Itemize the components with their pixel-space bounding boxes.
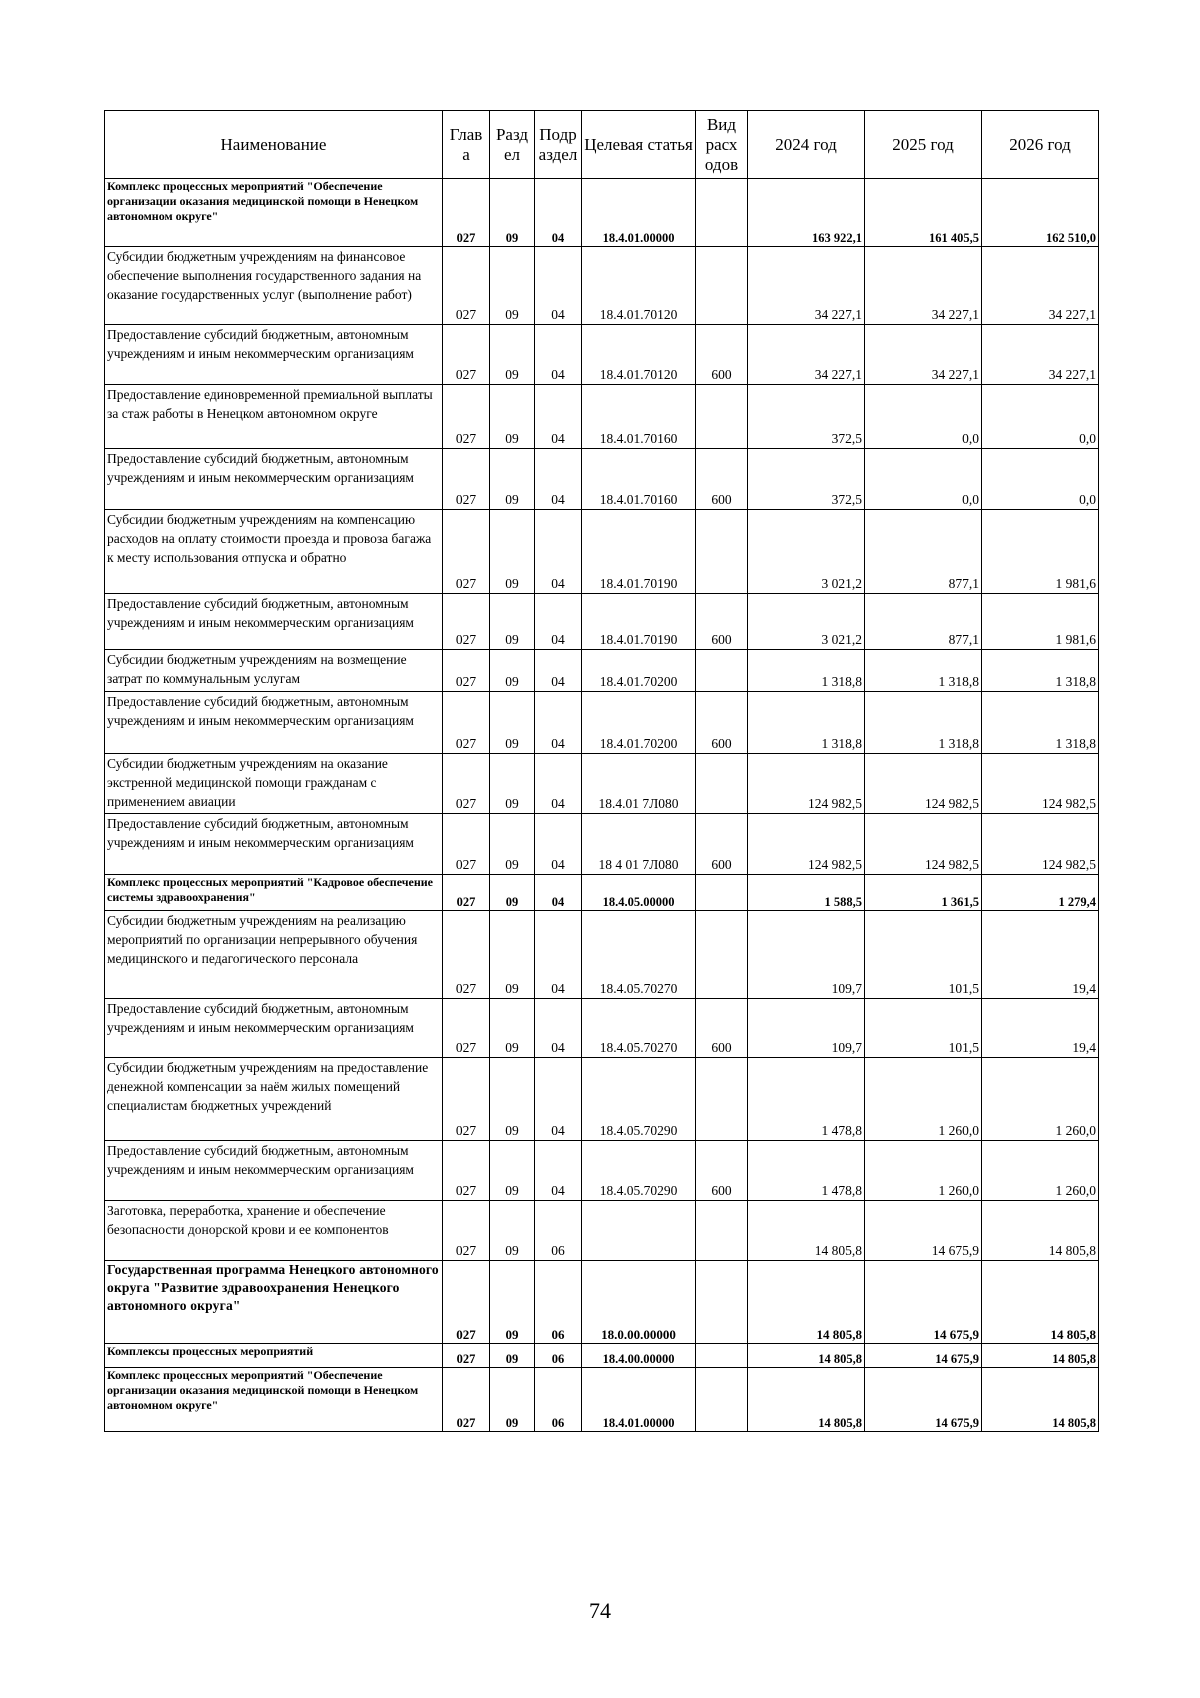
- cell-chapter: 027: [443, 1344, 490, 1368]
- cell-value-2026: 1 260,0: [982, 1141, 1099, 1201]
- cell-value-2024: 14 805,8: [748, 1344, 865, 1368]
- cell-name: Комплекс процессных мероприятий "Обеспечение организации оказания медицинской помощи в Ненецком автономном округе": [105, 179, 443, 247]
- cell-value-2025: 877,1: [865, 510, 982, 594]
- header-target-article: Целевая статья: [582, 111, 696, 179]
- cell-value-2024: 1 588,5: [748, 875, 865, 911]
- cell-name: Субсидии бюджетным учреждениям на финансовое обеспечение выполнения государственного задания на оказание государственных услуг (выполнение работ): [105, 247, 443, 325]
- cell-value-2026: 1 318,8: [982, 692, 1099, 754]
- table-row: [105, 875, 1099, 911]
- cell-subsection: 04: [535, 1141, 582, 1201]
- cell-chapter: 027: [443, 247, 490, 325]
- cell-name: Предоставление субсидий бюджетным, автономным учреждениям и иным некоммерческим организациям: [105, 692, 443, 754]
- cell-section: 09: [490, 1201, 535, 1261]
- cell-value-2024: 14 805,8: [748, 1368, 865, 1432]
- cell-value-2025: 14 675,9: [865, 1201, 982, 1261]
- cell-value-2026: 34 227,1: [982, 325, 1099, 385]
- cell-section: 09: [490, 1141, 535, 1201]
- cell-name: Предоставление субсидий бюджетным, автономным учреждениям и иным некоммерческим организациям: [105, 814, 443, 875]
- cell-value-2026: 1 981,6: [982, 510, 1099, 594]
- table-row: [105, 650, 1099, 692]
- cell-value-2026: 19,4: [982, 999, 1099, 1058]
- cell-value-2024: 3 021,2: [748, 594, 865, 650]
- cell-subsection: 04: [535, 247, 582, 325]
- cell-chapter: 027: [443, 1201, 490, 1261]
- cell-value-2024: 372,5: [748, 449, 865, 510]
- cell-chapter: 027: [443, 385, 490, 449]
- cell-subsection: 06: [535, 1368, 582, 1432]
- cell-name: Предоставление субсидий бюджетным, автономным учреждениям и иным некоммерческим организациям: [105, 1141, 443, 1201]
- table-row: [105, 1261, 1099, 1344]
- table-row: [105, 692, 1099, 754]
- cell-subsection: 04: [535, 385, 582, 449]
- cell-subsection: 06: [535, 1344, 582, 1368]
- cell-value-2025: 101,5: [865, 999, 982, 1058]
- cell-section: 09: [490, 594, 535, 650]
- table-row: [105, 1344, 1099, 1368]
- cell-section: 09: [490, 1368, 535, 1432]
- cell-target-article: 18.4.05.70290: [582, 1058, 696, 1141]
- cell-value-2025: 0,0: [865, 449, 982, 510]
- cell-section: 09: [490, 1261, 535, 1344]
- cell-section: 09: [490, 650, 535, 692]
- cell-value-2025: 14 675,9: [865, 1368, 982, 1432]
- cell-section: 09: [490, 911, 535, 999]
- cell-chapter: 027: [443, 814, 490, 875]
- cell-value-2025: 34 227,1: [865, 247, 982, 325]
- cell-target-article: 18.4.01.70200: [582, 692, 696, 754]
- table-body: [105, 179, 1099, 1432]
- cell-section: 09: [490, 1344, 535, 1368]
- cell-value-2025: 101,5: [865, 911, 982, 999]
- cell-name: Предоставление субсидий бюджетным, автономным учреждениям и иным некоммерческим организациям: [105, 999, 443, 1058]
- cell-subsection: 04: [535, 1058, 582, 1141]
- cell-expense-type: [696, 385, 748, 449]
- cell-value-2024: 124 982,5: [748, 754, 865, 814]
- cell-expense-type: 600: [696, 325, 748, 385]
- cell-section: 09: [490, 449, 535, 510]
- cell-chapter: 027: [443, 650, 490, 692]
- header-subsection: Подр аздел: [535, 111, 582, 179]
- cell-name: Субсидии бюджетным учреждениям на компенсацию расходов на оплату стоимости проезда и провоза багажа к месту использования отпуска и обратно: [105, 510, 443, 594]
- cell-value-2024: 109,7: [748, 911, 865, 999]
- cell-name: Комплекс процессных мероприятий "Обеспечение организации оказания медицинской помощи в Ненецком автономном округе": [105, 1368, 443, 1432]
- cell-expense-type: [696, 1058, 748, 1141]
- cell-value-2026: 1 260,0: [982, 1058, 1099, 1141]
- cell-value-2025: 124 982,5: [865, 814, 982, 875]
- cell-section: 09: [490, 814, 535, 875]
- table-row: [105, 814, 1099, 875]
- cell-chapter: 027: [443, 754, 490, 814]
- cell-name: Государственная программа Ненецкого автономного округа "Развитие здравоохранения Ненецкого автономного округа": [105, 1261, 443, 1344]
- cell-subsection: 04: [535, 179, 582, 247]
- cell-expense-type: [696, 1201, 748, 1261]
- cell-target-article: 18.4.01 7Л080: [582, 754, 696, 814]
- cell-name: Комплекс процессных мероприятий "Кадровое обеспечение системы здравоохранения": [105, 875, 443, 911]
- cell-target-article: 18.4.05.70270: [582, 999, 696, 1058]
- cell-expense-type: [696, 179, 748, 247]
- cell-subsection: 04: [535, 510, 582, 594]
- cell-target-article: 18.4.01.70160: [582, 385, 696, 449]
- cell-value-2024: 1 478,8: [748, 1141, 865, 1201]
- cell-chapter: 027: [443, 911, 490, 999]
- cell-value-2024: 109,7: [748, 999, 865, 1058]
- cell-target-article: 18 4 01 7Л080: [582, 814, 696, 875]
- cell-target-article: 18.4.01.70200: [582, 650, 696, 692]
- cell-name: Комплексы процессных мероприятий: [105, 1344, 443, 1368]
- cell-value-2026: 34 227,1: [982, 247, 1099, 325]
- cell-value-2024: 34 227,1: [748, 325, 865, 385]
- cell-target-article: 18.4.00.00000: [582, 1344, 696, 1368]
- cell-target-article: 18.0.00.00000: [582, 1261, 696, 1344]
- cell-value-2025: 1 318,8: [865, 650, 982, 692]
- cell-value-2026: 14 805,8: [982, 1201, 1099, 1261]
- cell-section: 09: [490, 510, 535, 594]
- cell-expense-type: [696, 875, 748, 911]
- cell-expense-type: 600: [696, 594, 748, 650]
- cell-value-2026: 1 981,6: [982, 594, 1099, 650]
- cell-subsection: 04: [535, 449, 582, 510]
- cell-value-2025: 1 361,5: [865, 875, 982, 911]
- cell-value-2025: 124 982,5: [865, 754, 982, 814]
- table-header-row: [105, 111, 1099, 179]
- table-row: [105, 999, 1099, 1058]
- cell-name: Субсидии бюджетным учреждениям на оказание экстренной медицинской помощи гражданам с применением авиации: [105, 754, 443, 814]
- cell-subsection: 04: [535, 325, 582, 385]
- cell-subsection: 06: [535, 1261, 582, 1344]
- budget-table: [104, 110, 1099, 1432]
- cell-value-2025: 14 675,9: [865, 1344, 982, 1368]
- cell-expense-type: [696, 1344, 748, 1368]
- cell-value-2026: 1 318,8: [982, 650, 1099, 692]
- page-number: 74: [589, 1598, 611, 1623]
- header-chapter: Глав а: [443, 111, 490, 179]
- cell-value-2026: 0,0: [982, 449, 1099, 510]
- cell-section: 09: [490, 754, 535, 814]
- cell-chapter: 027: [443, 179, 490, 247]
- cell-value-2025: 161 405,5: [865, 179, 982, 247]
- cell-value-2026: 162 510,0: [982, 179, 1099, 247]
- cell-target-article: 18.4.01.70160: [582, 449, 696, 510]
- cell-expense-type: 600: [696, 449, 748, 510]
- cell-section: 09: [490, 999, 535, 1058]
- cell-value-2024: 34 227,1: [748, 247, 865, 325]
- cell-subsection: 04: [535, 875, 582, 911]
- cell-chapter: 027: [443, 1368, 490, 1432]
- table-row: [105, 247, 1099, 325]
- cell-section: 09: [490, 1058, 535, 1141]
- cell-value-2025: 1 260,0: [865, 1141, 982, 1201]
- cell-name: Субсидии бюджетным учреждениям на реализацию мероприятий по организации непрерывного обучения медицинского и педагогического персонала: [105, 911, 443, 999]
- cell-expense-type: [696, 1261, 748, 1344]
- cell-value-2026: 1 279,4: [982, 875, 1099, 911]
- table-row: [105, 449, 1099, 510]
- cell-value-2024: 14 805,8: [748, 1201, 865, 1261]
- table-row: [105, 1058, 1099, 1141]
- cell-value-2026: 14 805,8: [982, 1261, 1099, 1344]
- cell-target-article: 18.4.01.00000: [582, 179, 696, 247]
- cell-target-article: 18.4.05.00000: [582, 875, 696, 911]
- cell-expense-type: 600: [696, 692, 748, 754]
- header-2026: 2026 год: [982, 111, 1099, 179]
- cell-target-article: 18.4.05.70270: [582, 911, 696, 999]
- cell-name: Предоставление единовременной премиальной выплаты за стаж работы в Ненецком автономном округе: [105, 385, 443, 449]
- cell-subsection: 04: [535, 999, 582, 1058]
- cell-value-2024: 3 021,2: [748, 510, 865, 594]
- cell-section: 09: [490, 179, 535, 247]
- cell-target-article: 18.4.01.70120: [582, 325, 696, 385]
- cell-expense-type: [696, 754, 748, 814]
- cell-section: 09: [490, 247, 535, 325]
- cell-expense-type: 600: [696, 814, 748, 875]
- cell-section: 09: [490, 692, 535, 754]
- cell-value-2025: 14 675,9: [865, 1261, 982, 1344]
- cell-value-2026: 0,0: [982, 385, 1099, 449]
- cell-value-2024: 1 318,8: [748, 650, 865, 692]
- table-row: [105, 385, 1099, 449]
- cell-chapter: 027: [443, 325, 490, 385]
- cell-target-article: 18.4.05.70290: [582, 1141, 696, 1201]
- cell-value-2026: 124 982,5: [982, 814, 1099, 875]
- cell-subsection: 04: [535, 692, 582, 754]
- table-row: [105, 754, 1099, 814]
- cell-name: Предоставление субсидий бюджетным, автономным учреждениям и иным некоммерческим организациям: [105, 325, 443, 385]
- cell-value-2024: 1 318,8: [748, 692, 865, 754]
- table-row: [105, 594, 1099, 650]
- cell-chapter: 027: [443, 999, 490, 1058]
- cell-expense-type: 600: [696, 1141, 748, 1201]
- cell-subsection: 04: [535, 814, 582, 875]
- cell-section: 09: [490, 385, 535, 449]
- header-expense-type: Вид расх одов: [696, 111, 748, 179]
- cell-section: 09: [490, 875, 535, 911]
- cell-chapter: 027: [443, 1058, 490, 1141]
- header-name: Наименование: [105, 111, 443, 179]
- cell-chapter: 027: [443, 449, 490, 510]
- cell-subsection: 04: [535, 754, 582, 814]
- cell-target-article: 18.4.01.70190: [582, 594, 696, 650]
- table-row: [105, 911, 1099, 999]
- cell-name: Субсидии бюджетным учреждениям на возмещение затрат по коммунальным услугам: [105, 650, 443, 692]
- cell-subsection: 04: [535, 650, 582, 692]
- header-2025: 2025 год: [865, 111, 982, 179]
- budget-table-sheet: [104, 110, 1098, 1432]
- cell-target-article: 18.4.01.70190: [582, 510, 696, 594]
- cell-value-2025: 877,1: [865, 594, 982, 650]
- cell-value-2024: 124 982,5: [748, 814, 865, 875]
- cell-value-2026: 14 805,8: [982, 1368, 1099, 1432]
- cell-name: Заготовка, переработка, хранение и обеспечение безопасности донорской крови и ее компонентов: [105, 1201, 443, 1261]
- cell-value-2025: 34 227,1: [865, 325, 982, 385]
- table-row: [105, 179, 1099, 247]
- table-row: [105, 1201, 1099, 1261]
- cell-name: Предоставление субсидий бюджетным, автономным учреждениям и иным некоммерческим организациям: [105, 594, 443, 650]
- cell-expense-type: 600: [696, 999, 748, 1058]
- cell-value-2026: 19,4: [982, 911, 1099, 999]
- cell-expense-type: [696, 650, 748, 692]
- cell-expense-type: [696, 1368, 748, 1432]
- cell-chapter: 027: [443, 510, 490, 594]
- cell-chapter: 027: [443, 875, 490, 911]
- table-row: [105, 325, 1099, 385]
- cell-value-2025: 1 260,0: [865, 1058, 982, 1141]
- cell-value-2026: 14 805,8: [982, 1344, 1099, 1368]
- cell-value-2025: 1 318,8: [865, 692, 982, 754]
- table-row: [105, 1368, 1099, 1432]
- cell-value-2026: 124 982,5: [982, 754, 1099, 814]
- cell-chapter: 027: [443, 594, 490, 650]
- table-row: [105, 510, 1099, 594]
- cell-target-article: [582, 1201, 696, 1261]
- table-row: [105, 1141, 1099, 1201]
- cell-subsection: 04: [535, 911, 582, 999]
- cell-value-2024: 14 805,8: [748, 1261, 865, 1344]
- cell-subsection: 06: [535, 1201, 582, 1261]
- cell-target-article: 18.4.01.00000: [582, 1368, 696, 1432]
- cell-target-article: 18.4.01.70120: [582, 247, 696, 325]
- cell-subsection: 04: [535, 594, 582, 650]
- cell-expense-type: [696, 510, 748, 594]
- cell-value-2024: 372,5: [748, 385, 865, 449]
- cell-value-2025: 0,0: [865, 385, 982, 449]
- cell-chapter: 027: [443, 1141, 490, 1201]
- cell-expense-type: [696, 911, 748, 999]
- cell-section: 09: [490, 325, 535, 385]
- header-2024: 2024 год: [748, 111, 865, 179]
- header-section: Разд ел: [490, 111, 535, 179]
- cell-value-2024: 1 478,8: [748, 1058, 865, 1141]
- cell-chapter: 027: [443, 692, 490, 754]
- cell-expense-type: [696, 247, 748, 325]
- cell-name: Субсидии бюджетным учреждениям на предоставление денежной компенсации за наём жилых помещений специалистам бюджетных учреждений: [105, 1058, 443, 1141]
- cell-name: Предоставление субсидий бюджетным, автономным учреждениям и иным некоммерческим организациям: [105, 449, 443, 510]
- cell-value-2024: 163 922,1: [748, 179, 865, 247]
- cell-chapter: 027: [443, 1261, 490, 1344]
